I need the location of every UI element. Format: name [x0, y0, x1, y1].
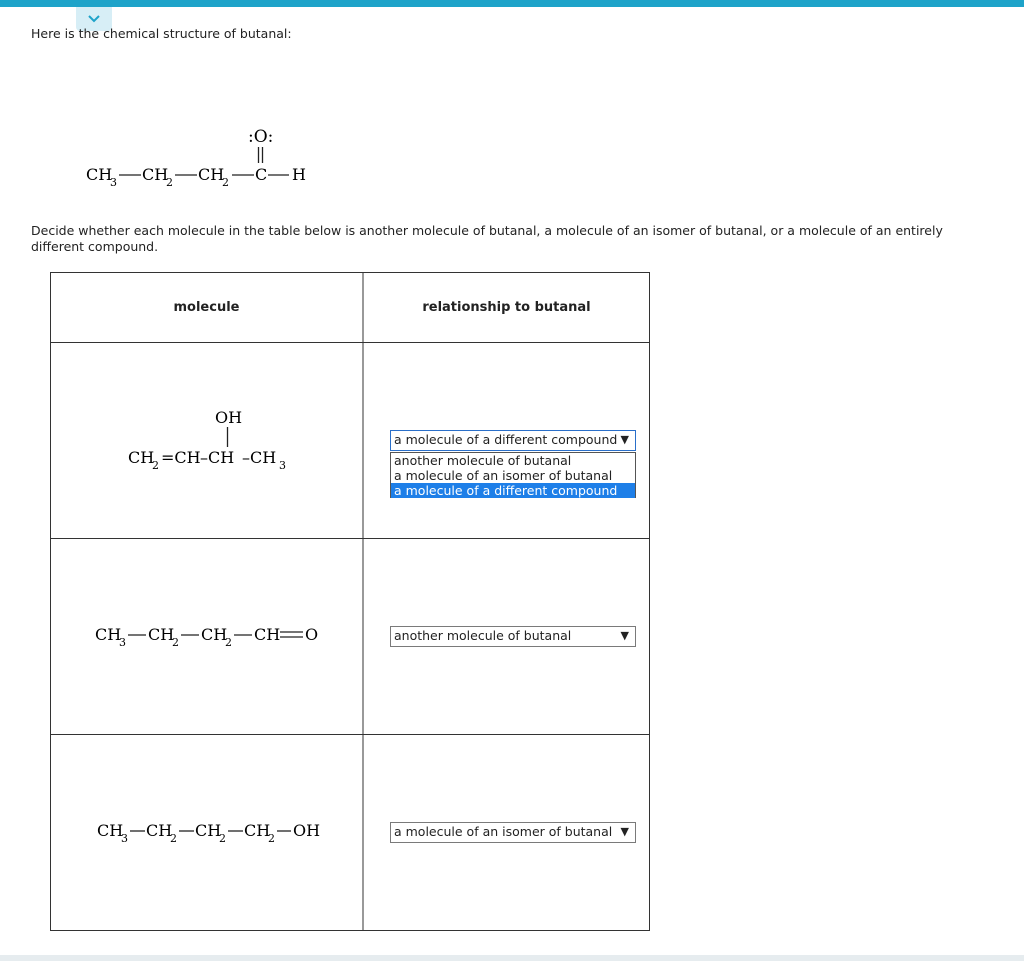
dropdown-arrow-icon: ▼	[620, 825, 629, 838]
svg-text:3: 3	[279, 459, 286, 472]
relationship-select-2[interactable]: another molecule of butanal ▼	[390, 626, 636, 647]
dropdown-arrow-icon: ▼	[620, 629, 629, 642]
svg-text:3: 3	[121, 832, 128, 845]
svg-text:2: 2	[225, 636, 232, 649]
dropdown-option-selected[interactable]: a molecule of a different compound	[391, 483, 635, 498]
dropdown-option[interactable]: a molecule of an isomer of butanal	[394, 468, 613, 483]
butanal-ch2-a: CH	[142, 165, 169, 184]
svg-text:–CH: –CH	[242, 448, 277, 467]
column-header-relationship: relationship to butanal	[422, 300, 591, 315]
dropdown-arrow-icon: ▼	[620, 433, 629, 446]
butanal-ch3: CH	[86, 165, 113, 184]
molecule-1-oh: OH	[215, 408, 243, 427]
dropdown-option[interactable]: another molecule of butanal	[394, 453, 572, 468]
butanal-carbonyl-carbon: C	[255, 165, 268, 184]
column-header-molecule: molecule	[173, 300, 240, 315]
svg-text:2: 2	[219, 832, 226, 845]
svg-text:CH: CH	[128, 448, 155, 467]
svg-text:CH: CH	[148, 625, 175, 644]
svg-text:OH: OH	[293, 821, 321, 840]
svg-text:3: 3	[119, 636, 126, 649]
relationship-select-3[interactable]: a molecule of an isomer of butanal ▼	[390, 822, 636, 843]
svg-text:2: 2	[172, 636, 179, 649]
bottom-divider	[0, 955, 1024, 961]
svg-text:2: 2	[170, 832, 177, 845]
svg-text:CH: CH	[95, 625, 122, 644]
butanal-ch2-b: CH	[198, 165, 225, 184]
svg-text:CH: CH	[97, 821, 124, 840]
relationship-select-1[interactable]: a molecule of a different compound ▼	[390, 430, 636, 451]
butanal-hydrogen: H	[292, 165, 306, 184]
svg-text:2: 2	[222, 176, 229, 189]
svg-text:3: 3	[110, 176, 117, 189]
svg-text:CH: CH	[254, 625, 281, 644]
carbonyl-oxygen: :O:	[248, 127, 274, 147]
svg-text:CH: CH	[195, 821, 222, 840]
svg-text:2: 2	[166, 176, 173, 189]
svg-text:2: 2	[268, 832, 275, 845]
svg-text:O: O	[305, 625, 319, 644]
svg-text:CH: CH	[146, 821, 173, 840]
svg-text:–CH: –CH	[200, 448, 235, 467]
svg-text:2: 2	[152, 459, 159, 472]
svg-text:CH: CH	[201, 625, 228, 644]
svg-text:CH: CH	[244, 821, 271, 840]
instructions-text: Decide whether each molecule in the table below is another molecule of butanal, a molecule of an isomer of butanal, or a molecule of an entirely different compound.	[31, 223, 943, 254]
intro-text: Here is the chemical structure of butanal:	[31, 26, 292, 41]
svg-text:=CH: =CH	[161, 448, 201, 467]
